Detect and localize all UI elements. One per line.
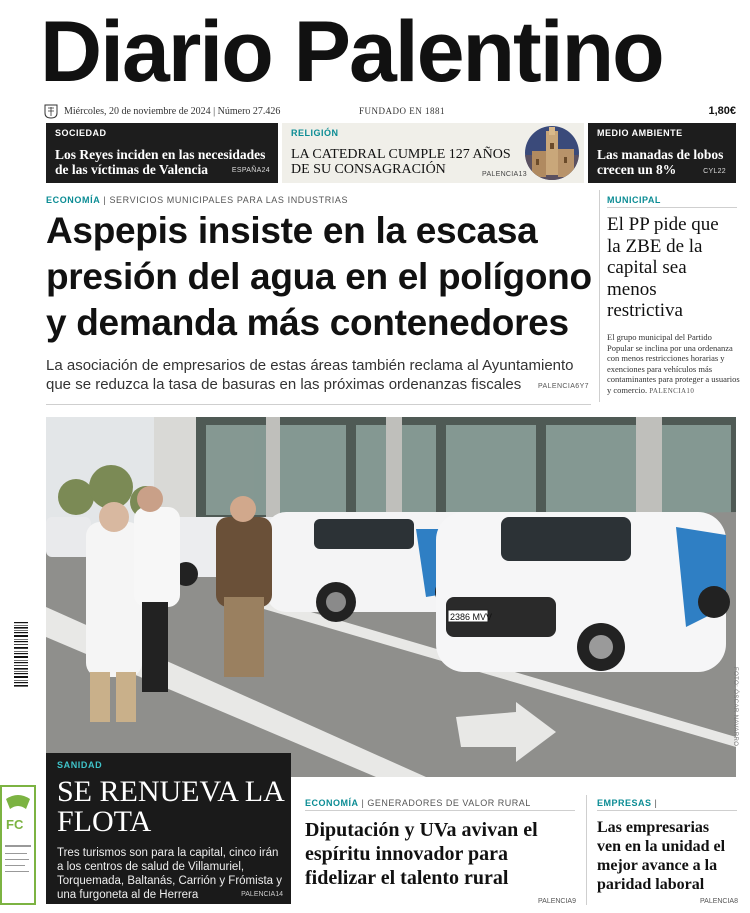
barcode xyxy=(12,620,34,690)
municipal-headline[interactable]: El PP pide que la ZBE de la capital sea menos restrictiva xyxy=(607,214,719,321)
price: 1,80€ xyxy=(708,105,736,117)
date-issue: Miércoles, 20 de noviembre de 2024 | Número 27.426 xyxy=(64,106,281,117)
topbar-ref: ESPAÑA24 xyxy=(231,167,270,174)
topbar-ref: CYL22 xyxy=(703,168,726,175)
municipal-kicker: MUNICIPAL xyxy=(607,195,661,205)
topbar-kicker: SOCIEDAD xyxy=(55,128,107,138)
diputacion-kicker: ECONOMÍA | GENERADORES DE VALOR RURAL xyxy=(305,798,531,808)
topbar-text: LA CATEDRAL CUMPLE 127 AÑOS DE SU CONSAGRACIÓN xyxy=(291,147,511,177)
main-headline[interactable]: Aspepis insiste en la escasa presión del agua en el polígono y demanda más contenedores xyxy=(46,210,592,343)
photo-credit: FOTO: ÓSCAR NAVARRO xyxy=(732,667,738,747)
main-ref: PALENCIA6Y7 xyxy=(538,383,589,390)
topbar-kicker: MEDIO AMBIENTE xyxy=(597,128,683,138)
divider xyxy=(597,810,737,811)
diputacion-ref: PALENCIA9 xyxy=(538,898,576,905)
sanidad-ref: PALENCIA14 xyxy=(241,891,283,898)
masthead xyxy=(40,4,740,100)
license-plate: 2386 MVV xyxy=(450,612,493,622)
cathedral-photo xyxy=(524,125,580,181)
advertisement-logo xyxy=(0,785,36,905)
divider xyxy=(586,795,587,905)
lead-photo xyxy=(46,417,736,777)
empresas-ref: PALENCIA8 xyxy=(700,898,738,905)
empresas-headline[interactable]: Las empresarias ven en la unidad el mejor avance a la paridad laboral xyxy=(597,819,726,893)
topbar-text: Las manadas de lobos crecen un 8% xyxy=(597,147,724,177)
main-kicker: ECONOMÍA | SERVICIOS MUNICIPALES PARA LAS INDUSTRIAS xyxy=(46,195,349,205)
sanidad-body: Tres turismos son para la capital, cinco irán a los centros de salud de Villamuriel, Torquemada, Baltanás, Carrión y Frómista y una furgoneta al de Herrera xyxy=(57,847,282,901)
sanidad-headline: SE RENUEVA LA FLOTA xyxy=(57,775,284,838)
divider xyxy=(599,190,600,402)
dateline xyxy=(44,104,740,120)
divider xyxy=(305,810,575,811)
newspaper-title: Diario Palentino xyxy=(40,4,663,100)
topbar-item-religion[interactable] xyxy=(282,123,584,183)
main-subhead: La asociación de empresarios de estas áreas también reclama al Ayuntamiento que se reduzca la tasa de basuras en las próximas ordenanzas fiscales xyxy=(46,357,574,393)
empresas-kicker: EMPRESAS | xyxy=(597,798,658,808)
topbar-kicker: RELIGIÓN xyxy=(291,128,339,138)
sanidad-box[interactable] xyxy=(46,753,291,904)
divider xyxy=(46,404,591,405)
topbar-item-medio-ambiente[interactable] xyxy=(588,123,736,183)
founded-label: FUNDADO EN 1881 xyxy=(359,106,445,116)
divider xyxy=(607,207,737,208)
ad-text: FC xyxy=(6,817,24,832)
topbar-ref: PALENCIA13 xyxy=(482,171,527,178)
sanidad-kicker: SANIDAD xyxy=(57,760,103,770)
topbar-item-sociedad[interactable] xyxy=(46,123,278,183)
diputacion-headline[interactable]: Diputación y UVa avivan el espíritu innovador para fidelizar el talento rural xyxy=(305,819,538,889)
coat-of-arms-icon xyxy=(44,104,58,119)
cars-photo-illustration xyxy=(46,417,736,777)
municipal-body: El grupo municipal del Partido Popular se inclina por una ordenanza con menos restricciones horarias y exenciones para vehículos más contaminantes para proteger a usuarios y comercio. PALENCIA10 xyxy=(607,332,740,395)
topbar-text: Los Reyes inciden en las necesidades de las víctimas de Valencia xyxy=(55,147,266,177)
